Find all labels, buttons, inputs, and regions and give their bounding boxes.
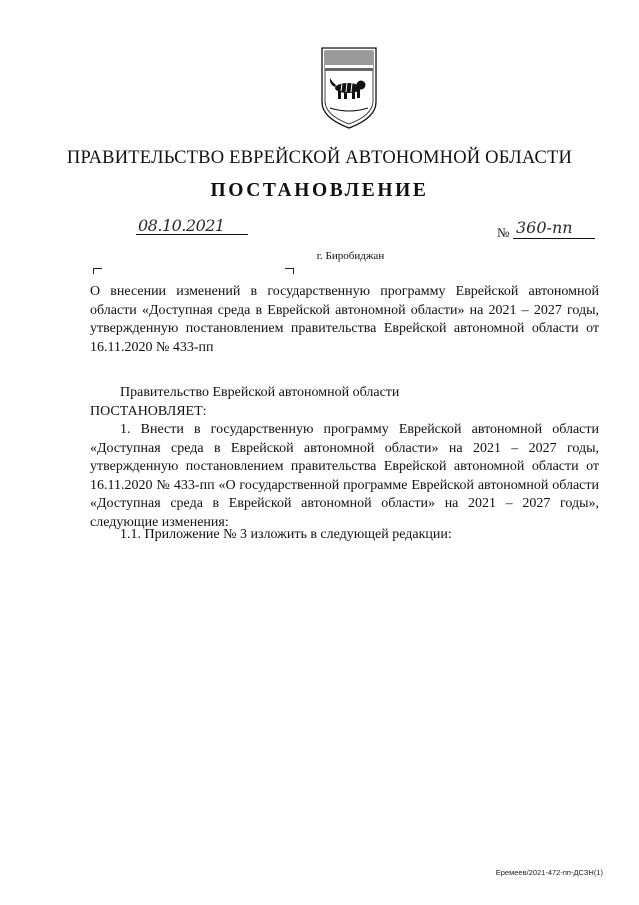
document-date: 08.10.2021 (138, 216, 225, 235)
paragraph-1-1: 1.1. Приложение № 3 изложить в следующей редакции: (120, 527, 452, 542)
intro-resolves: ПОСТАНОВЛЯЕТ: (90, 403, 207, 419)
subject-bracket-left (93, 268, 102, 274)
intro-government: Правительство Еврейской автономной области (120, 385, 400, 400)
number-prefix: № (497, 225, 510, 240)
resolution-intro (90, 384, 599, 421)
subject-bracket-right (285, 268, 294, 274)
number-underline (513, 238, 595, 239)
document-footer-code: Еремеев/2021-472-пп-ДСЗН(1) (495, 868, 603, 877)
paragraph-1: 1. Внести в государственную программу Еврейской автономной области «Доступная среда в Еврейской автономной области» на 2021 – 2027 годы, утвержденную постановлением правительства Еврейской автономной области от 16.11.2020 № 433-пп «О государственной программе Еврейской автономной области «Доступная среда в Еврейской автономной области» на 2021 – 2027 годы», следующие изменения: (90, 422, 599, 530)
document-subject: О внесении изменений в государственную программу Еврейской автономной области «Доступная среда в Еврейской автономной области» на 2021 – 2027 годы, утвержденную постановлением правительства Еврейской автономной области от 16.11.2020 № 433-пп (90, 284, 599, 355)
government-title: ПРАВИТЕЛЬСТВО ЕВРЕЙСКОЙ АВТОНОМНОЙ ОБЛАСТИ (66, 148, 573, 168)
tiger-coat-of-arms-icon (318, 44, 380, 130)
date-underline (136, 234, 248, 235)
city-name: г. Биробиджан (316, 250, 385, 262)
document-number: 360-пп (516, 218, 573, 237)
document-type-heading: ПОСТАНОВЛЕНИЕ (210, 180, 429, 201)
coat-of-arms-emblem (318, 44, 380, 130)
